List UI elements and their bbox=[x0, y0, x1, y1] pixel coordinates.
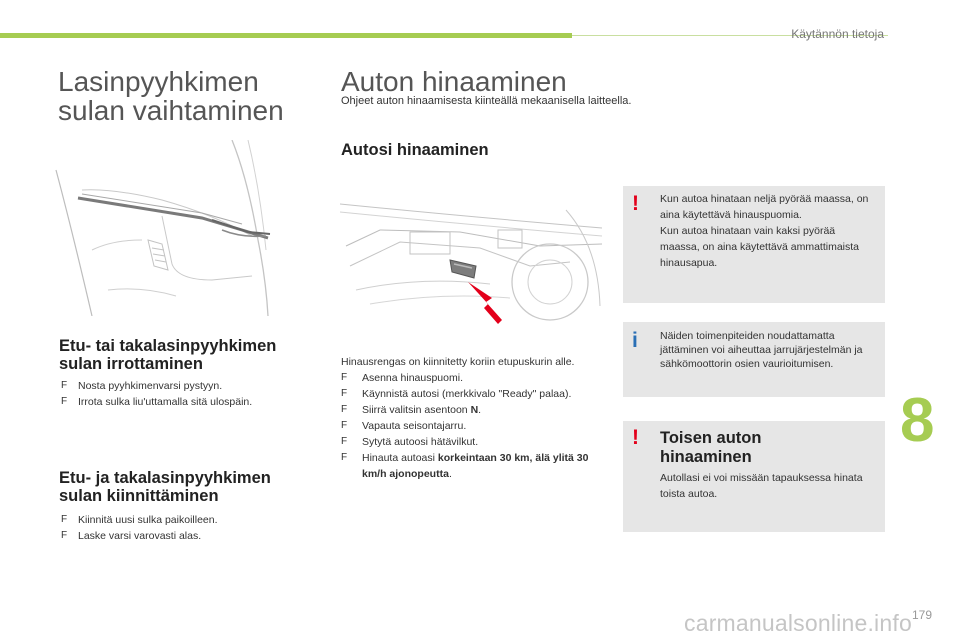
install-blade-heading: Etu- ja takalasinpyyhkimen sulan kiinnittäminen bbox=[59, 469, 271, 505]
list-item: F Hinauta autoasi korkeintaan 30 km, älä ylitä 30 km/h ajonopeutta. bbox=[341, 452, 589, 480]
warning-icon: ! bbox=[632, 426, 639, 449]
towing-intro: Ohjeet auton hinaamisesta kiinteällä mekaanisella laitteella. bbox=[341, 95, 632, 107]
procedure-steps bbox=[341, 370, 603, 482]
warning-icon: ! bbox=[632, 192, 639, 215]
towing-eye-illustration bbox=[340, 186, 606, 326]
info-icon: i bbox=[632, 329, 638, 352]
list-item: F Käynnistä autosi (merkkivalo "Ready" palaa). bbox=[341, 388, 572, 400]
procedure-intro: Hinausrengas on kiinnitetty koriin etupuskurin alle. bbox=[341, 356, 575, 368]
warning-text: Kun autoa hinataan neljä pyörää maassa, on aina käytettävä hinauspuomia. Kun autoa hinataan vain kaksi pyörää maassa, on aina käytettävä ammattimaista hinausapua. bbox=[660, 193, 869, 269]
list-item: F Asenna hinauspuomi. bbox=[341, 372, 463, 384]
chapter-color-bar bbox=[0, 33, 572, 38]
chapter-title: Käytännön tietoja bbox=[791, 27, 884, 41]
bullet-icon: F bbox=[61, 514, 68, 525]
bullet-icon: F bbox=[341, 388, 348, 399]
list-item: F Kiinnitä uusi sulka paikoilleen. bbox=[61, 514, 218, 526]
info-text: Näiden toimenpiteiden noudattamatta jättäminen voi aiheuttaa jarrujärjestelmän ja sähkömoottorin osien vaurioitumisen. bbox=[660, 330, 863, 370]
list-item: F Laske varsi varovasti alas. bbox=[61, 530, 202, 542]
tow-other-title: Toisen auton hinaaminen bbox=[660, 429, 762, 466]
tow-other-text: Autollasi ei voi missään tapauksessa hinata toista autoa. bbox=[660, 472, 863, 500]
list-item: F Vapauta seisontajarru. bbox=[341, 420, 467, 432]
page-number: 179 bbox=[912, 608, 933, 622]
warning-box-tow-other bbox=[623, 421, 885, 532]
info-box-damage bbox=[623, 322, 885, 397]
install-blade-steps bbox=[61, 512, 218, 544]
towing-procedure bbox=[341, 354, 603, 482]
list-item: F Sytytä autoosi hätävilkut. bbox=[341, 436, 479, 448]
remove-blade-heading: Etu- tai takalasinpyyhkimen sulan irrottaminen bbox=[59, 337, 277, 373]
wiper-illustration bbox=[52, 140, 278, 316]
bullet-icon: F bbox=[341, 452, 348, 463]
chapter-number: 8 bbox=[900, 386, 935, 455]
list-item: F Siirrä valitsin asentoon N. bbox=[341, 404, 482, 416]
remove-blade-steps bbox=[61, 378, 252, 410]
bullet-icon: F bbox=[61, 396, 68, 407]
bullet-icon: F bbox=[341, 436, 348, 447]
bullet-icon: F bbox=[61, 380, 68, 391]
towing-subheading: Autosi hinaaminen bbox=[341, 141, 489, 159]
watermark: carmanualsonline.info bbox=[684, 610, 912, 636]
bullet-icon: F bbox=[341, 404, 348, 415]
list-item: F Nosta pyyhkimenvarsi pystyyn. bbox=[61, 380, 223, 392]
warning-box-towing bbox=[623, 186, 885, 303]
towing-section-title: Auton hinaaminen bbox=[341, 66, 567, 97]
wiper-section-title: Lasinpyyhkimen sulan vaihtaminen bbox=[58, 66, 284, 126]
bullet-icon: F bbox=[61, 530, 68, 541]
bullet-icon: F bbox=[341, 372, 348, 383]
list-item: F Irrota sulka liu'uttamalla sitä ulospäin. bbox=[61, 396, 253, 408]
bullet-icon: F bbox=[341, 420, 348, 431]
